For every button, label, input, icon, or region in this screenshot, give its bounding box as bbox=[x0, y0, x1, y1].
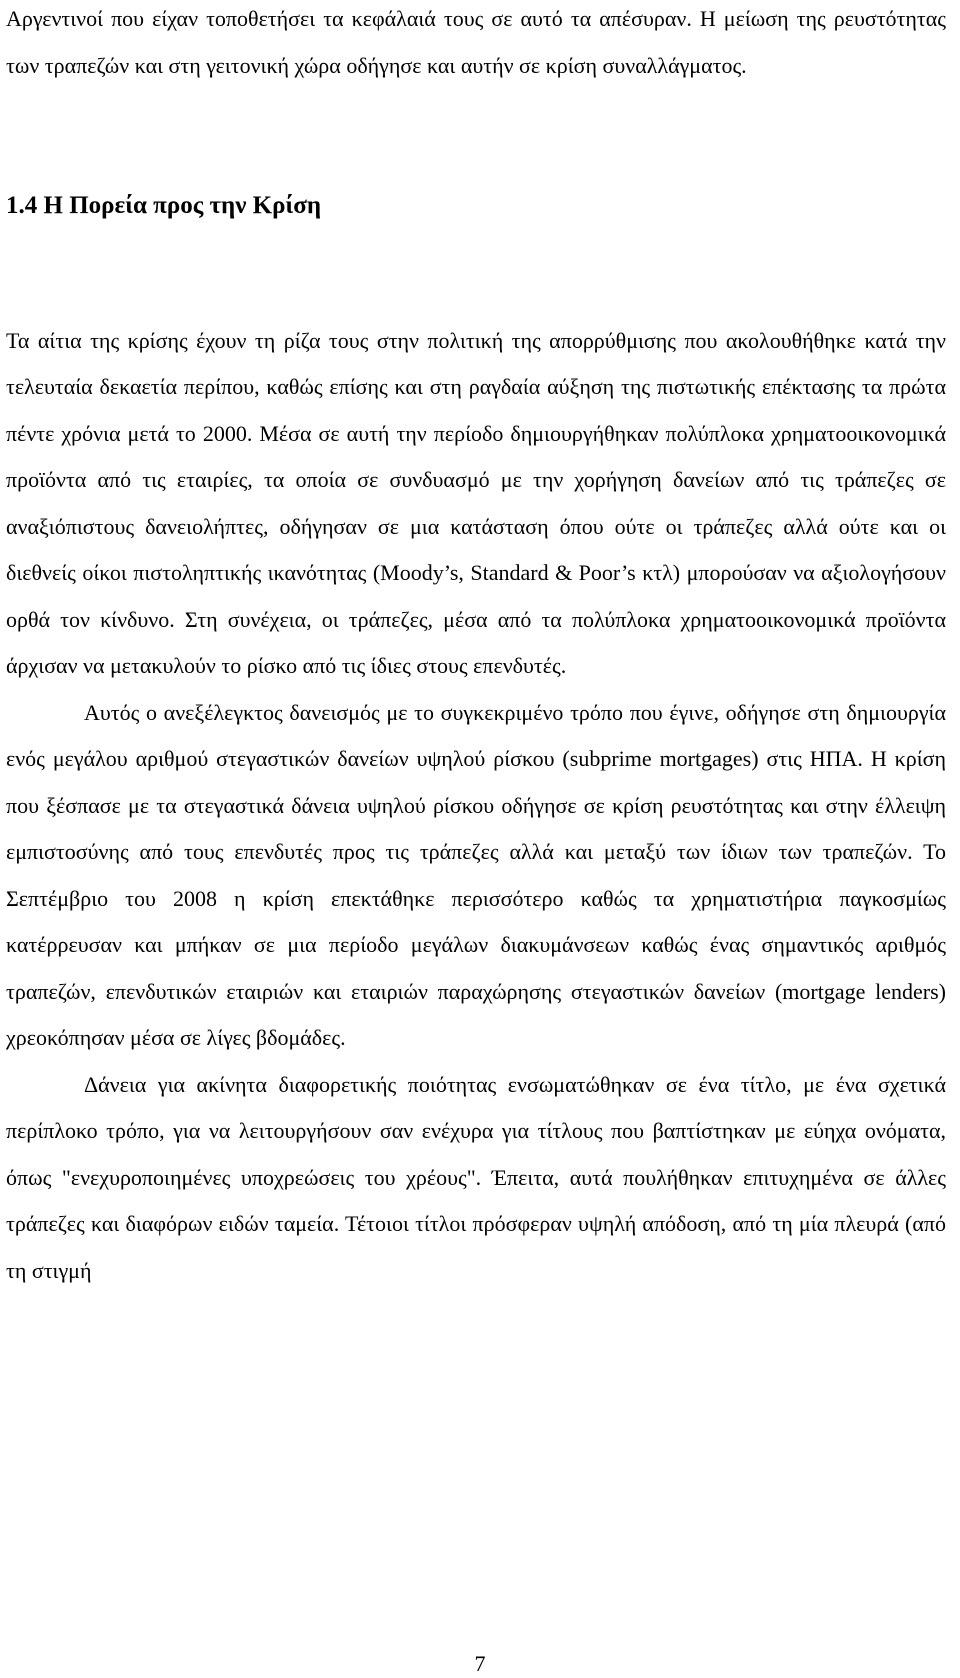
paragraph-securities: Δάνεια για ακίνητα διαφορετικής ποιότητας ενσωματώθηκαν σε ένα τίτλο, με ένα σχετικά περίπλοκο τρόπο, για να λειτουργήσουν σαν ενέχυρα για τίτλους που βαπτίστηκαν με εύηχα ονόματα, όπως "ενεχυροποιημένες υποχρεώσεις του χρέους". Έπειτα, αυτά πουλήθηκαν επιτυχημένα σε άλλες τράπεζες και διαφόρων ειδών ταμεία. Τέτοιοι τίτλοι πρόσφεραν υψηλή απόδοση, από τη μία πλευρά (από τη στιγμή bbox=[6, 1071, 946, 1283]
page-number: 7 bbox=[474, 1651, 486, 1676]
document-page bbox=[6, 0, 946, 1678]
paragraph-subprime: Αυτός ο ανεξέλεγκτος δανεισμός με το συγκεκριμένο τρόπο που έγινε, οδήγησε στη δημιουργία ενός μεγάλου αριθμού στεγαστικών δανείων υψηλού ρίσκου (subprime mortgages) στις ΗΠΑ. Η κρίση που ξέσπασε με τα στεγαστικά δάνεια υψηλού ρίσκου οδήγησε σε κρίση ρευστότητας και στην έλλειψη εμπιστοσύνης από τους επενδυτές προς τις τράπεζες αλλά και μεταξύ των ίδιων των τραπεζών. Το Σεπτέμβριο του 2008 η κρίση επεκτάθηκε περισσότερο καθώς τα χρηματιστήρια παγκοσμίως κατέρρευσαν και μπήκαν σε μια περίοδο μεγάλων διακυμάνσεων καθώς ένας σημαντικός αριθμός τραπεζών, επενδυτικών εταιριών και εταιριών παραχώρησης στεγαστικών δανείων (mortgage lenders) χρεοκόπησαν μέσα σε λίγες βδομάδες. bbox=[6, 699, 946, 1050]
paragraph-continued: Αργεντινοί που είχαν τοποθετήσει τα κεφάλαιά τους σε αυτό τα απέσυραν. Η μείωση της ρευστότητας των τραπεζών και στη γειτονική χώρα οδήγησε και αυτήν σε κρίση συναλλάγματος. bbox=[6, 6, 946, 78]
document-body bbox=[6, 0, 946, 1294]
section-heading: 1.4 Η Πορεία προς την Κρίση bbox=[6, 192, 322, 219]
paragraph-causes: Τα αίτια της κρίσης έχουν τη ρίζα τους στην πολιτική της απορρύθμισης που ακολουθήθηκε κατά την τελευταία δεκαετία περίπου, καθώς επίσης και στη ραγδαία αύξηση της πιστωτικής επέκτασης τα πρώτα πέντε χρόνια μετά το 2000. Μέσα σε αυτή την περίοδο δημιουργήθηκαν πολύπλοκα χρηματοοικονομικά προϊόντα από τις εταιρίες, τα οποία σε συνδυασμό με την χορήγηση δανείων από τις τράπεζες σε αναξιόπιστους δανειολήπτες, οδήγησαν σε μια κατάσταση όπου ούτε οι τράπεζες αλλά ούτε και οι διεθνείς οίκοι πιστοληπτικής ικανότητας (Moody’s, Standard & Poor’s κτλ) μπορούσαν να αξιολογήσουν ορθά τον κίνδυνο. Στη συνέχεια, οι τράπεζες, μέσα από τα πολύπλοκα χρηματοοικονομικά προϊόντα άρχισαν να μετακυλούν το ρίσκο από τις ίδιες στους επενδυτές. bbox=[6, 327, 946, 678]
